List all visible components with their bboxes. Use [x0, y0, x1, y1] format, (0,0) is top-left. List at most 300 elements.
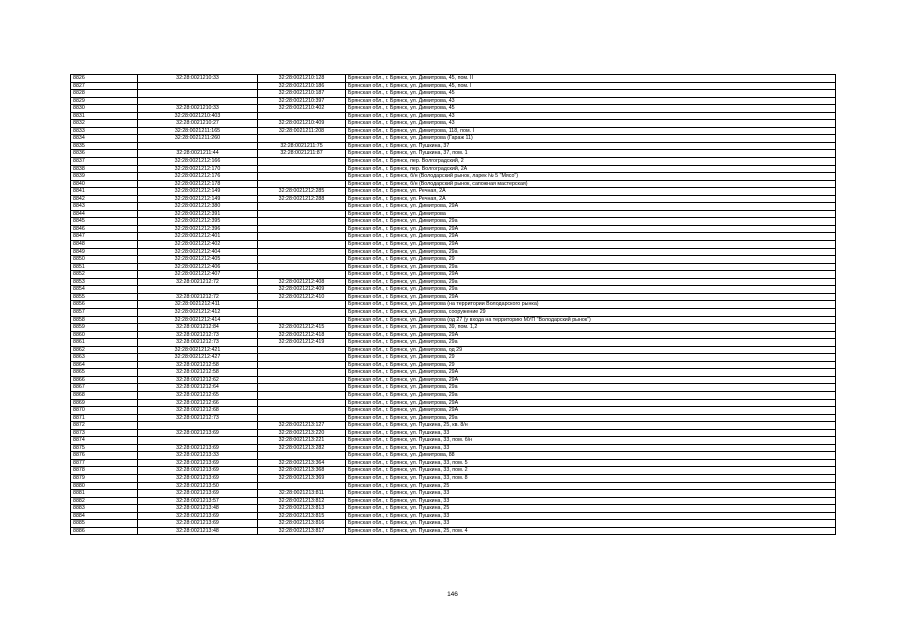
object-number-cell: 32:28:0021210:397 [258, 97, 346, 105]
address-cell: Брянская обл., г. Брянск, ул. Пушкина, 33, пом. б/н [346, 437, 836, 445]
object-number-cell: 32:28:0021213:369 [258, 474, 346, 482]
land-parcel-number-cell: 32:28:0021212:402 [138, 241, 258, 249]
table-row [71, 173, 836, 181]
object-number-cell [258, 482, 346, 490]
land-parcel-number-cell: 32:28:0021212:66 [138, 399, 258, 407]
land-parcel-number-cell: 32:28:0021212:427 [138, 354, 258, 362]
table-row [71, 384, 836, 392]
table-row [71, 316, 836, 324]
table-row [71, 376, 836, 384]
land-parcel-number-cell: 32:28:0021212:412 [138, 308, 258, 316]
land-parcel-number-cell: 32:28:0021213:69 [138, 512, 258, 520]
row-number-cell: 8879 [71, 474, 138, 482]
address-cell: Брянская обл., г. Брянск, ул. Димитрова (од 27 (у входа на территорию МУП "Володарский рынок") [346, 316, 836, 324]
address-cell: Брянская обл., г. Брянск, ул. Пушкина, 25, пом. 4 [346, 527, 836, 535]
row-number-cell: 8827 [71, 82, 138, 90]
row-number-cell: 8858 [71, 316, 138, 324]
row-number-cell: 8854 [71, 286, 138, 294]
land-parcel-number-cell: 32:28:0021212:72 [138, 293, 258, 301]
row-number-cell: 8848 [71, 241, 138, 249]
object-number-cell [258, 301, 346, 309]
row-number-cell: 8836 [71, 150, 138, 158]
table-row [71, 452, 836, 460]
table-row [71, 142, 836, 150]
property-register-table [70, 74, 836, 535]
row-number-cell: 8862 [71, 346, 138, 354]
object-number-cell [258, 241, 346, 249]
land-parcel-number-cell: 32:28:0021213:69 [138, 474, 258, 482]
row-number-cell: 8861 [71, 339, 138, 347]
row-number-cell: 8867 [71, 384, 138, 392]
table-row [71, 158, 836, 166]
table-row [71, 127, 836, 135]
land-parcel-number-cell: 32:28:0021212:178 [138, 180, 258, 188]
row-number-cell: 8872 [71, 422, 138, 430]
address-cell: Брянская обл., г. Брянск, ул. Пушкина, 33 [346, 512, 836, 520]
table-row [71, 271, 836, 279]
object-number-cell: 32:28:0021212:418 [258, 331, 346, 339]
object-number-cell [258, 165, 346, 173]
land-parcel-number-cell: 32:28:0021212:149 [138, 195, 258, 203]
land-parcel-number-cell: 32:28:0021213:50 [138, 482, 258, 490]
object-number-cell [258, 384, 346, 392]
address-cell: Брянская обл., г. Брянск, ул. Димитрова, 29А [346, 407, 836, 415]
address-cell: Брянская обл., г. Брянск, ул. Речная, 2А [346, 188, 836, 196]
address-cell: Брянская обл., г. Брянск, ул. Пушкина, 33 [346, 520, 836, 528]
row-number-cell: 8842 [71, 195, 138, 203]
address-cell: Брянская обл., г. Брянск, ул. Димитрова, 43 [346, 112, 836, 120]
row-number-cell: 8866 [71, 376, 138, 384]
address-cell: Брянская обл., г. Брянск, б/н (Володарский рынок, ларек № 5 "Мясо") [346, 173, 836, 181]
row-number-cell: 8850 [71, 256, 138, 264]
address-cell: Брянская обл., г. Брянск, ул. Пушкина, 37 [346, 142, 836, 150]
row-number-cell: 8846 [71, 225, 138, 233]
object-number-cell [258, 452, 346, 460]
land-parcel-number-cell [138, 286, 258, 294]
address-cell: Брянская обл., г. Брянск, ул. Пушкина, 25 [346, 482, 836, 490]
land-parcel-number-cell: 32:28:0021212:73 [138, 331, 258, 339]
object-number-cell [258, 361, 346, 369]
object-number-cell [258, 263, 346, 271]
land-parcel-number-cell [138, 97, 258, 105]
address-cell: Брянская обл., г. Брянск, ул. Димитрова, 39, пом. 1,2 [346, 324, 836, 332]
land-parcel-number-cell: 32:28:0021212:58 [138, 369, 258, 377]
table-row [71, 361, 836, 369]
object-number-cell [258, 346, 346, 354]
land-parcel-number-cell [138, 142, 258, 150]
land-parcel-number-cell: 32:28:0021213:69 [138, 459, 258, 467]
address-cell: Брянская обл., г. Брянск, ул. Пушкина, 33 [346, 429, 836, 437]
object-number-cell [258, 158, 346, 166]
object-number-cell: 32:28:0021213:815 [258, 512, 346, 520]
address-cell: Брянская обл., г. Брянск, ул. Пушкина, 33, пом. 2 [346, 467, 836, 475]
object-number-cell: 32:28:0021211:208 [258, 127, 346, 135]
address-cell: Брянская обл., г. Брянск, ул. Пушкина, 25, кв. 8/н [346, 422, 836, 430]
table-row [71, 225, 836, 233]
table-row [71, 210, 836, 218]
address-cell: Брянская обл., г. Брянск, ул. Димитрова, 45, пом. I [346, 82, 836, 90]
object-number-cell [258, 308, 346, 316]
object-number-cell [258, 173, 346, 181]
row-number-cell: 8886 [71, 527, 138, 535]
table-row [71, 414, 836, 422]
row-number-cell: 8843 [71, 203, 138, 211]
object-number-cell [258, 225, 346, 233]
table-row [71, 135, 836, 143]
table-row [71, 308, 836, 316]
row-number-cell: 8837 [71, 158, 138, 166]
row-number-cell: 8853 [71, 278, 138, 286]
address-cell: Брянская обл., г. Брянск, ул. Димитрова, 43 [346, 120, 836, 128]
land-parcel-number-cell: 32:28:0021211:165 [138, 127, 258, 135]
row-number-cell: 8881 [71, 490, 138, 498]
row-number-cell: 8856 [71, 301, 138, 309]
object-number-cell: 32:28:0021213:813 [258, 505, 346, 513]
address-cell: Брянская обл., г. Брянск, ул. Димитрова, 29А [346, 376, 836, 384]
row-number-cell: 8876 [71, 452, 138, 460]
address-cell: Брянская обл., г. Брянск, ул. Димитрова [346, 210, 836, 218]
land-parcel-number-cell: 32:28:0021210:403 [138, 112, 258, 120]
row-number-cell: 8859 [71, 324, 138, 332]
object-number-cell: 32:28:0021213:127 [258, 422, 346, 430]
table-row [71, 407, 836, 415]
table-row [71, 497, 836, 505]
address-cell: Брянская обл., г. Брянск, ул. Димитрова, 45 [346, 90, 836, 98]
table-row [71, 346, 836, 354]
row-number-cell: 8869 [71, 399, 138, 407]
land-parcel-number-cell: 32:28:0021212:68 [138, 407, 258, 415]
row-number-cell: 8828 [71, 90, 138, 98]
land-parcel-number-cell: 32:28:0021212:84 [138, 324, 258, 332]
land-parcel-number-cell: 32:28:0021212:166 [138, 158, 258, 166]
table-row [71, 467, 836, 475]
land-parcel-number-cell: 32:28:0021212:73 [138, 414, 258, 422]
land-parcel-number-cell: 32:28:0021211:260 [138, 135, 258, 143]
table-row [71, 369, 836, 377]
row-number-cell: 8834 [71, 135, 138, 143]
land-parcel-number-cell: 32:28:0021212:421 [138, 346, 258, 354]
land-parcel-number-cell: 32:28:0021213:69 [138, 467, 258, 475]
land-parcel-number-cell: 32:28:0021213:48 [138, 527, 258, 535]
table-row [71, 241, 836, 249]
land-parcel-number-cell [138, 90, 258, 98]
row-number-cell: 8884 [71, 512, 138, 520]
land-parcel-number-cell: 32:28:0021213:57 [138, 497, 258, 505]
object-number-cell: 32:28:0021213:368 [258, 467, 346, 475]
table-row [71, 301, 836, 309]
address-cell: Брянская обл., г. Брянск, ул. Димитрова, 45 [346, 105, 836, 113]
row-number-cell: 8873 [71, 429, 138, 437]
table-row [71, 278, 836, 286]
object-number-cell: 32:28:0021213:282 [258, 444, 346, 452]
table-row [71, 512, 836, 520]
address-cell: Брянская обл., г. Брянск, ул. Пушкина, 33, пом. 5 [346, 459, 836, 467]
object-number-cell [258, 271, 346, 279]
land-parcel-number-cell: 32:28:0021212:396 [138, 225, 258, 233]
land-parcel-number-cell: 32:28:0021212:391 [138, 210, 258, 218]
table-body [71, 75, 836, 535]
row-number-cell: 8857 [71, 308, 138, 316]
row-number-cell: 8865 [71, 369, 138, 377]
object-number-cell [258, 248, 346, 256]
row-number-cell: 8855 [71, 293, 138, 301]
table-row [71, 82, 836, 90]
table-row [71, 490, 836, 498]
address-cell: Брянская обл., г. Брянск, ул. Димитрова, 29А [346, 293, 836, 301]
object-number-cell [258, 369, 346, 377]
table-row [71, 165, 836, 173]
table-row [71, 218, 836, 226]
address-cell: Брянская обл., г. Брянск, ул. Димитрова, 29а [346, 218, 836, 226]
land-parcel-number-cell: 32:28:0021212:405 [138, 256, 258, 264]
land-parcel-number-cell: 32:28:0021212:64 [138, 384, 258, 392]
address-cell: Брянская обл., г. Брянск, ул. Димитрова, 29А [346, 369, 836, 377]
land-parcel-number-cell: 32:28:0021212:176 [138, 173, 258, 181]
table-row [71, 339, 836, 347]
row-number-cell: 8860 [71, 331, 138, 339]
object-number-cell [258, 180, 346, 188]
address-cell: Брянская обл., г. Брянск, ул. Димитрова, 29А [346, 271, 836, 279]
row-number-cell: 8838 [71, 165, 138, 173]
table-row [71, 399, 836, 407]
row-number-cell: 8885 [71, 520, 138, 528]
land-parcel-number-cell: 32:28:0021212:404 [138, 248, 258, 256]
row-number-cell: 8833 [71, 127, 138, 135]
row-number-cell: 8829 [71, 97, 138, 105]
table-row [71, 248, 836, 256]
address-cell: Брянская обл., г. Брянск, ул. Пушкина, 33 [346, 490, 836, 498]
object-number-cell: 32:28:0021212:415 [258, 324, 346, 332]
land-parcel-number-cell: 32:28:0021212:414 [138, 316, 258, 324]
land-parcel-number-cell: 32:28:0021212:149 [138, 188, 258, 196]
address-cell: Брянская обл., г. Брянск, ул. Димитрова, 45, пом. II [346, 75, 836, 83]
object-number-cell [258, 256, 346, 264]
address-cell: Брянская обл., г. Брянск, ул. Димитрова, 88 [346, 452, 836, 460]
object-number-cell: 32:28:0021213:221 [258, 437, 346, 445]
table-row [71, 105, 836, 113]
object-number-cell: 32:28:0021211:75 [258, 142, 346, 150]
object-number-cell: 32:28:0021210:402 [258, 105, 346, 113]
table-row [71, 180, 836, 188]
object-number-cell [258, 233, 346, 241]
land-parcel-number-cell: 32:28:0021210:33 [138, 75, 258, 83]
object-number-cell [258, 391, 346, 399]
table-row [71, 286, 836, 294]
address-cell: Брянская обл., г. Брянск, ул. Димитрова, сооружение 29 [346, 308, 836, 316]
address-cell: Брянская обл., г. Брянск, ул. Пушкина, 25 [346, 505, 836, 513]
object-number-cell: 32:28:0021212:410 [258, 293, 346, 301]
object-number-cell [258, 407, 346, 415]
land-parcel-number-cell: 32:28:0021210:33 [138, 105, 258, 113]
table-row [71, 354, 836, 362]
object-number-cell [258, 414, 346, 422]
table-row [71, 188, 836, 196]
land-parcel-number-cell [138, 82, 258, 90]
object-number-cell [258, 135, 346, 143]
row-number-cell: 8840 [71, 180, 138, 188]
address-cell: Брянская обл., г. Брянск, ул. Димитрова, 43 [346, 97, 836, 105]
table-row [71, 422, 836, 430]
land-parcel-number-cell: 32:28:0021212:380 [138, 203, 258, 211]
land-parcel-number-cell: 32:28:0021213:69 [138, 520, 258, 528]
land-parcel-number-cell: 32:28:0021213:48 [138, 505, 258, 513]
address-cell: Брянская обл., г. Брянск, ул. Димитрова, 29а [346, 414, 836, 422]
object-number-cell: 32:28:0021212:419 [258, 339, 346, 347]
address-cell: Брянская обл., г. Брянск, ул. Димитрова, 29 [346, 354, 836, 362]
row-number-cell: 8832 [71, 120, 138, 128]
row-number-cell: 8831 [71, 112, 138, 120]
land-parcel-number-cell: 32:28:0021213:69 [138, 429, 258, 437]
address-cell: Брянская обл., г. Брянск, ул. Димитрова, 29а [346, 384, 836, 392]
address-cell: Брянская обл., г. Брянск, ул. Пушкина, 33, пом. 8 [346, 474, 836, 482]
object-number-cell [258, 112, 346, 120]
row-number-cell: 8871 [71, 414, 138, 422]
address-cell: Брянская обл., г. Брянск, ул. Димитрова (на территории Володарского рынка) [346, 301, 836, 309]
address-cell: Брянская обл., г. Брянск, ул. Пушкина, 33 [346, 497, 836, 505]
object-number-cell: 32:28:0021212:409 [258, 286, 346, 294]
table-row [71, 90, 836, 98]
table-row [71, 256, 836, 264]
land-parcel-number-cell: 32:28:0021212:411 [138, 301, 258, 309]
row-number-cell: 8864 [71, 361, 138, 369]
address-cell: Брянская обл., г. Брянск, ул. Димитрова, 29а [346, 248, 836, 256]
address-cell: Брянская обл., г. Брянск, ул. Димитрова, 29а [346, 278, 836, 286]
table-row [71, 520, 836, 528]
land-parcel-number-cell: 32:28:0021213:69 [138, 444, 258, 452]
address-cell: Брянская обл., г. Брянск, б/н (Володарский рынок, сапожная мастерская) [346, 180, 836, 188]
address-cell: Брянская обл., г. Брянск, ул. Димитрова, 29а [346, 391, 836, 399]
object-number-cell [258, 399, 346, 407]
land-parcel-number-cell: 32:28:0021212:65 [138, 391, 258, 399]
address-cell: Брянская обл., г. Брянск, ул. Димитрова, 29А [346, 331, 836, 339]
table-row [71, 195, 836, 203]
row-number-cell: 8877 [71, 459, 138, 467]
address-cell: Брянская обл., г. Брянск, пер. Волгоградский, 2 [346, 158, 836, 166]
row-number-cell: 8844 [71, 210, 138, 218]
object-number-cell: 32:28:0021213:220 [258, 429, 346, 437]
address-cell: Брянская обл., г. Брянск, ул. Димитрова, 29А [346, 233, 836, 241]
table-row [71, 429, 836, 437]
land-parcel-number-cell: 32:28:0021211:44 [138, 150, 258, 158]
table-row [71, 293, 836, 301]
row-number-cell: 8878 [71, 467, 138, 475]
row-number-cell: 8845 [71, 218, 138, 226]
object-number-cell [258, 316, 346, 324]
row-number-cell: 8870 [71, 407, 138, 415]
address-cell: Брянская обл., г. Брянск, ул. Димитрова, 29а [346, 339, 836, 347]
row-number-cell: 8880 [71, 482, 138, 490]
address-cell: Брянская обл., г. Брянск, ул. Речная, 2А [346, 195, 836, 203]
table-row [71, 75, 836, 83]
object-number-cell [258, 203, 346, 211]
land-parcel-number-cell: 32:28:0021212:73 [138, 339, 258, 347]
address-cell: Брянская обл., г. Брянск, ул. Димитрова, 29А [346, 399, 836, 407]
address-cell: Брянская обл., г. Брянск, ул. Димитрова, 29А [346, 203, 836, 211]
land-parcel-number-cell: 32:28:0021212:62 [138, 376, 258, 384]
page-number: 146 [447, 591, 458, 598]
address-cell: Брянская обл., г. Брянск, ул. Димитрова, од 29 [346, 346, 836, 354]
row-number-cell: 8852 [71, 271, 138, 279]
table-row [71, 444, 836, 452]
object-number-cell: 32:28:0021212:285 [258, 188, 346, 196]
address-cell: Брянская обл., г. Брянск, ул. Димитрова, 29а [346, 263, 836, 271]
table-row [71, 474, 836, 482]
land-parcel-number-cell: 32:28:0021213:33 [138, 452, 258, 460]
land-parcel-number-cell: 32:28:0021212:401 [138, 233, 258, 241]
table-row [71, 482, 836, 490]
row-number-cell: 8849 [71, 248, 138, 256]
land-parcel-number-cell: 32:28:0021210:27 [138, 120, 258, 128]
object-number-cell: 32:28:0021213:812 [258, 497, 346, 505]
object-number-cell: 32:28:0021213:817 [258, 527, 346, 535]
row-number-cell: 8863 [71, 354, 138, 362]
table-row [71, 505, 836, 513]
address-cell: Брянская обл., г. Брянск, ул. Пушкина, 33 [346, 444, 836, 452]
row-number-cell: 8830 [71, 105, 138, 113]
address-cell: Брянская обл., г. Брянск, ул. Димитрова, 29А [346, 225, 836, 233]
table-row [71, 97, 836, 105]
object-number-cell: 32:28:0021210:187 [258, 90, 346, 98]
table-row [71, 437, 836, 445]
table-row [71, 331, 836, 339]
row-number-cell: 8835 [71, 142, 138, 150]
address-cell: Брянская обл., г. Брянск, ул. Димитрова, 29А [346, 241, 836, 249]
row-number-cell: 8868 [71, 391, 138, 399]
object-number-cell [258, 210, 346, 218]
address-cell: Брянская обл., г. Брянск, ул. Пушкина, 37, пом. 1 [346, 150, 836, 158]
object-number-cell [258, 218, 346, 226]
row-number-cell: 8882 [71, 497, 138, 505]
row-number-cell: 8874 [71, 437, 138, 445]
object-number-cell [258, 376, 346, 384]
address-cell: Брянская обл., г. Брянск, пер. Волгоградский, 2А [346, 165, 836, 173]
address-cell: Брянская обл., г. Брянск, ул. Димитрова (Гараж 11) [346, 135, 836, 143]
table-row [71, 391, 836, 399]
table-row [71, 263, 836, 271]
row-number-cell: 8875 [71, 444, 138, 452]
land-parcel-number-cell: 32:28:0021213:69 [138, 490, 258, 498]
row-number-cell: 8851 [71, 263, 138, 271]
land-parcel-number-cell: 32:28:0021212:395 [138, 218, 258, 226]
land-parcel-number-cell: 32:28:0021212:406 [138, 263, 258, 271]
land-parcel-number-cell: 32:28:0021212:407 [138, 271, 258, 279]
address-cell: Брянская обл., г. Брянск, ул. Димитрова, 29а [346, 286, 836, 294]
table-row [71, 527, 836, 535]
row-number-cell: 8841 [71, 188, 138, 196]
row-number-cell: 8826 [71, 75, 138, 83]
row-number-cell: 8847 [71, 233, 138, 241]
table-row [71, 203, 836, 211]
address-cell: Брянская обл., г. Брянск, ул. Димитрова, 29 [346, 361, 836, 369]
table-row [71, 324, 836, 332]
object-number-cell: 32:28:0021212:408 [258, 278, 346, 286]
table-row [71, 233, 836, 241]
land-parcel-number-cell: 32:28:0021212:170 [138, 165, 258, 173]
object-number-cell: 32:28:0021211:87 [258, 150, 346, 158]
object-number-cell: 32:28:0021210:128 [258, 75, 346, 83]
object-number-cell: 32:28:0021213:811 [258, 490, 346, 498]
address-cell: Брянская обл., г. Брянск, ул. Димитрова, 118, пом. I [346, 127, 836, 135]
land-parcel-number-cell [138, 422, 258, 430]
object-number-cell: 32:28:0021210:186 [258, 82, 346, 90]
table-row [71, 112, 836, 120]
row-number-cell: 8883 [71, 505, 138, 513]
land-parcel-number-cell [138, 437, 258, 445]
object-number-cell: 32:28:0021212:288 [258, 195, 346, 203]
land-parcel-number-cell: 32:28:0021212:58 [138, 361, 258, 369]
object-number-cell: 32:28:0021210:409 [258, 120, 346, 128]
object-number-cell [258, 354, 346, 362]
